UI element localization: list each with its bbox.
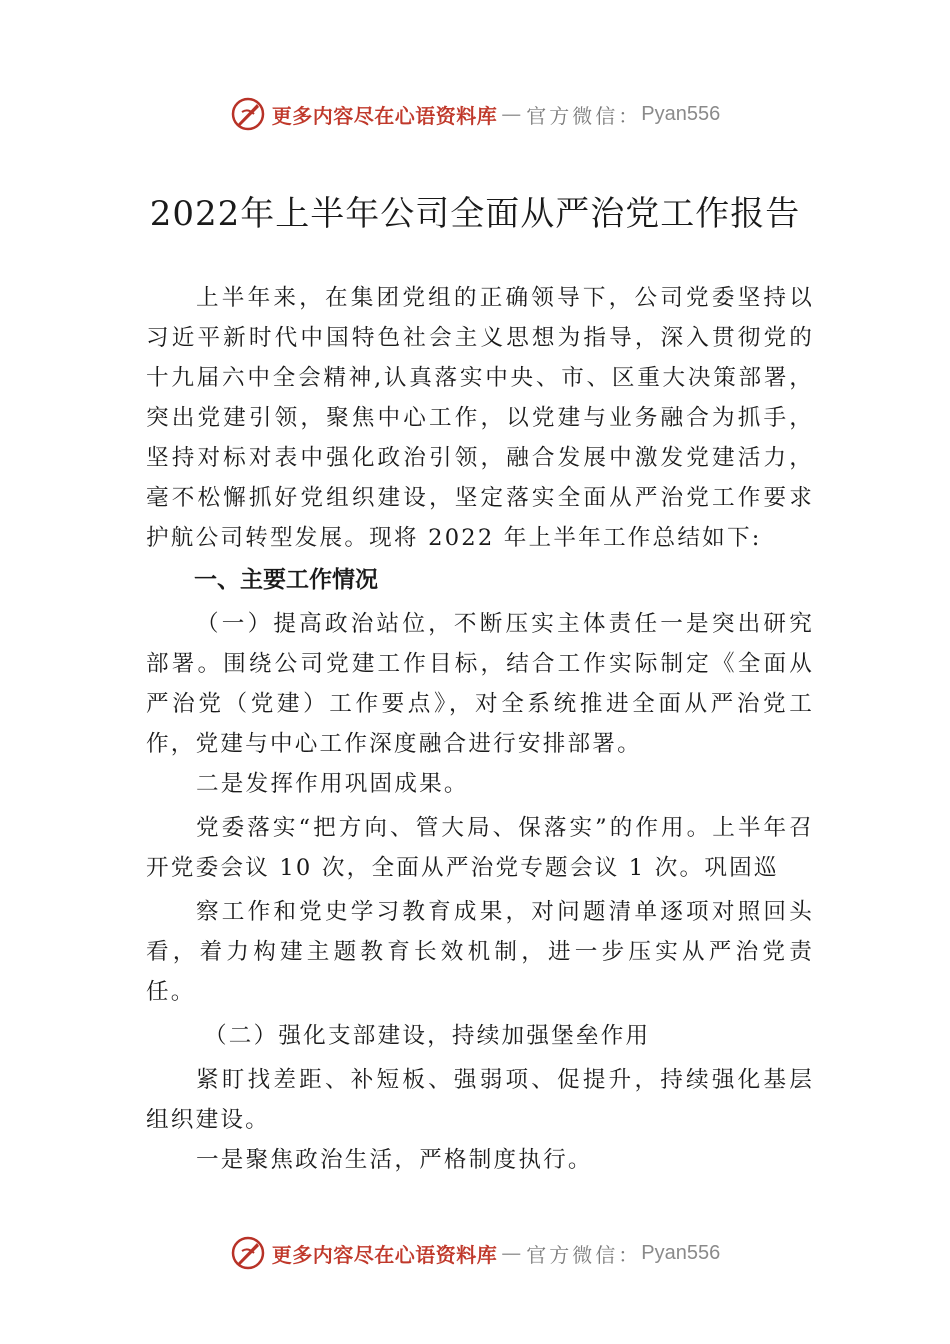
banner-separator: — — [501, 1241, 523, 1265]
banner-wechat-id: Pyan556 — [641, 102, 721, 125]
banner-separator: — — [501, 102, 523, 126]
point-one-line: 一是聚焦政治生活，严格制度执行。 — [196, 1147, 593, 1173]
quill-seal-logo-icon — [230, 1235, 266, 1271]
party-committee-paragraph: 党委落实“把方向、管大局、保落实”的作用。上半年召开党委会议 10 次，全面从严治党专题会议 1 次。巩固巡 — [146, 815, 814, 881]
grassroots-paragraph: 紧盯找差距、补短板、强弱项、促提升，持续强化基层组织建设。 — [146, 1067, 814, 1133]
banner-wechat-label: 官方微信： — [526, 103, 642, 128]
banner-text: 更多内容尽在心语资料库 — [271, 1242, 498, 1267]
footer-watermark-banner — [0, 1233, 950, 1273]
banner-text: 更多内容尽在心语资料库 — [271, 103, 498, 128]
heading-main-work: 一、主要工作情况 — [194, 567, 378, 593]
inspection-paragraph: 察工作和党史学习教育成果，对问题清单逐项对照回头看，着力构建主题教育长效机制，进一步压实从严治党责任。 — [146, 899, 814, 1005]
banner-wechat-id: Pyan556 — [641, 1241, 721, 1264]
quill-seal-logo-icon — [230, 96, 266, 132]
banner-wechat-label: 官方微信： — [526, 1242, 642, 1267]
document-title: 2022年上半年公司全面从严治党工作报告 — [149, 194, 801, 234]
section-one-paragraph: （一）提高政治站位，不断压实主体责任一是突出研究部署。围绕公司党建工作目标，结合工作实际制定《全面从严治党（党建）工作要点》，对全系统推进全面从严治党工作，党建与中心工作深度融合进行安排部署。 — [146, 611, 814, 757]
point-two-line: 二是发挥作用巩固成果。 — [196, 771, 469, 797]
intro-paragraph: 上半年来，在集团党组的正确领导下，公司党委坚持以习近平新时代中国特色社会主义思想为指导，深入贯彻党的十九届六中全会精神,认真落实中央、市、区重大决策部署，突出党建引领，聚焦中心工作，以党建与业务融合为抓手，坚持对标对表中强化政治引领，融合发展中激发党建活力，毫不松懈抓好党组织建设，坚定落实全面从严治党工作要求护航公司转型发展。现将 2022 年上半年工作总结如下: — [146, 285, 814, 551]
document-body — [146, 278, 814, 1180]
header-watermark-banner — [0, 94, 950, 134]
section-two-heading: （二）强化支部建设，持续加强堡垒作用 — [204, 1023, 651, 1049]
